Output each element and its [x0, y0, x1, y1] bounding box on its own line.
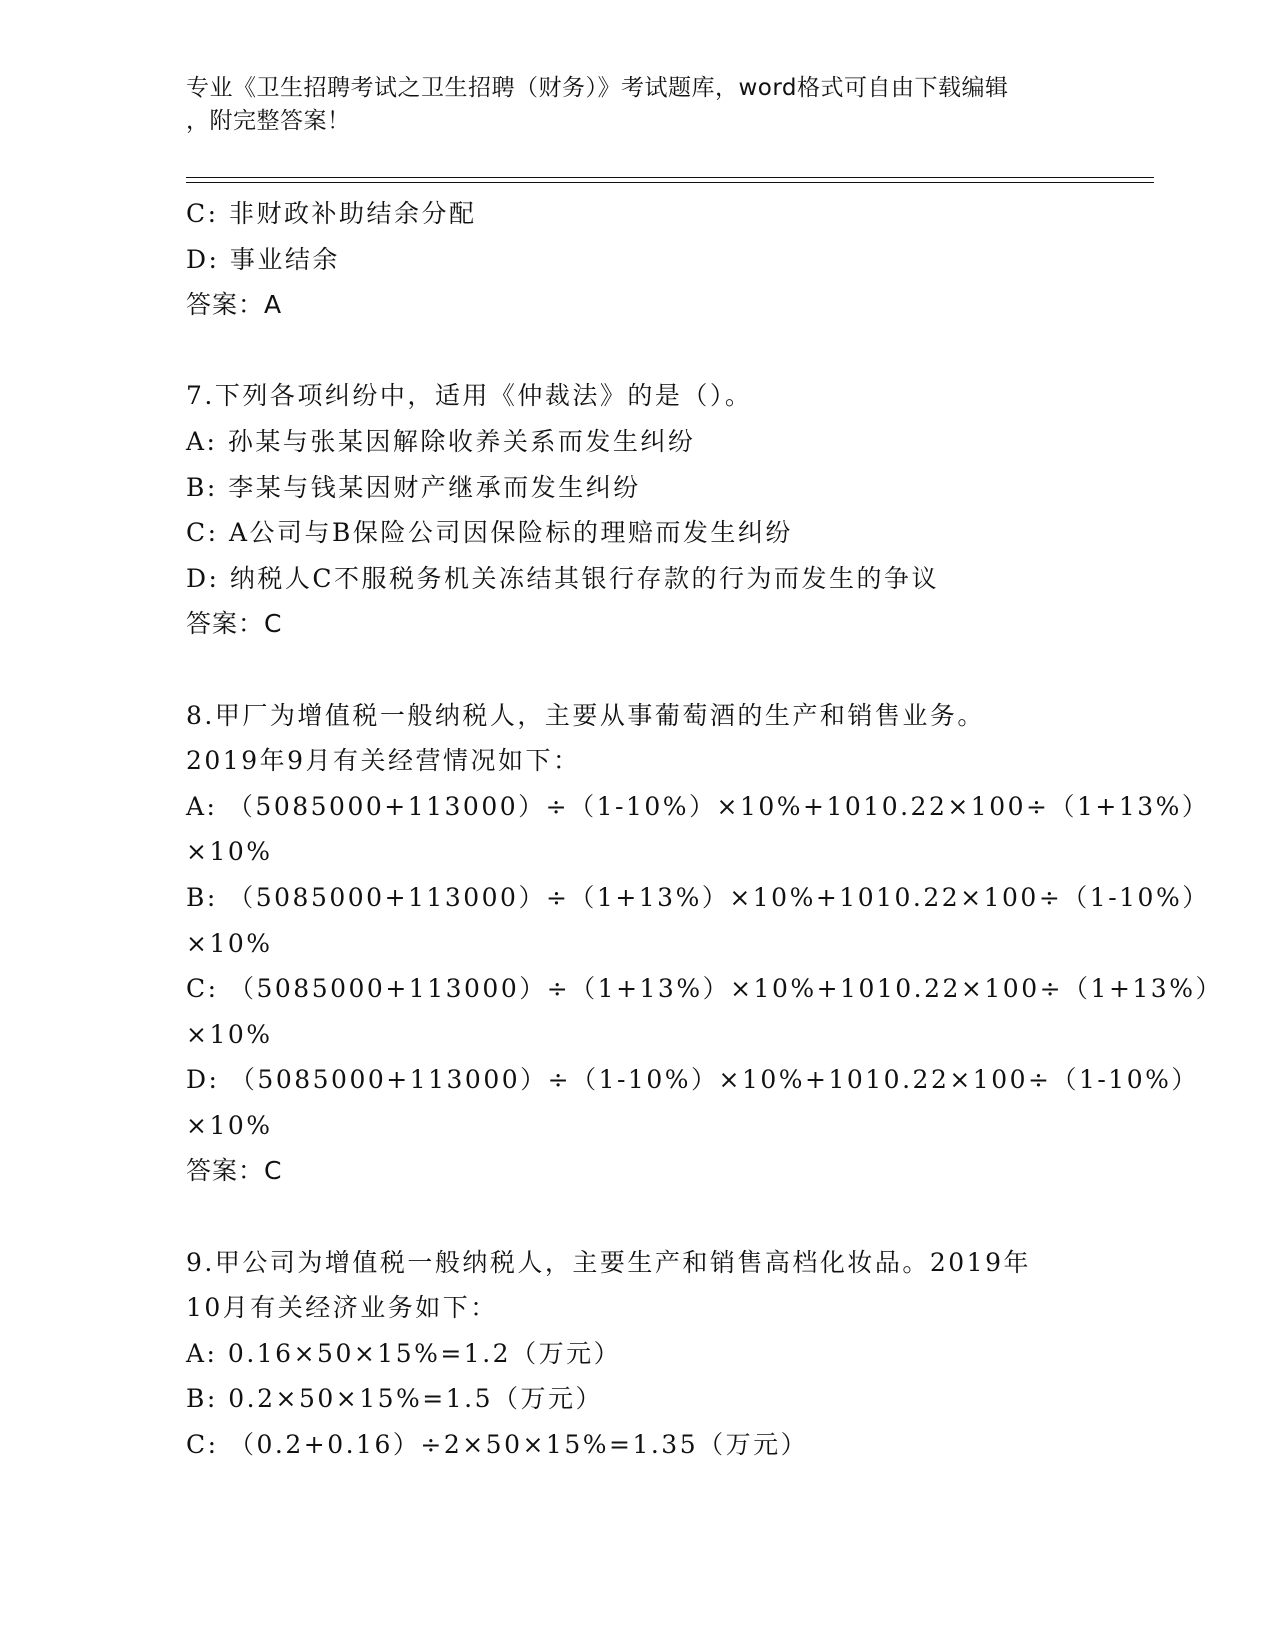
document-header	[186, 72, 1066, 138]
header-title-line-2: ，附完整答案！	[186, 108, 351, 134]
q8-question-line-2: 2019年9月有关经营情况如下：	[186, 746, 581, 776]
q8-option-a-line-2: ×10%	[186, 837, 273, 867]
q8-option-d-line-2: ×10%	[186, 1110, 273, 1140]
q6-option-d: D: 事业结余	[186, 244, 340, 274]
q9-question-line-2: 10月有关经济业务如下：	[186, 1293, 498, 1323]
q6-answer: 答案：A	[186, 290, 283, 320]
question-8	[186, 693, 1223, 1195]
spacer	[186, 647, 1086, 693]
q7-option-b: B: 李某与钱某因财产继承而发生纠纷	[186, 472, 641, 502]
q8-option-a-line-1: A: （5085000+113000）÷（1-10%）×10%+1010.22×100÷（1+13%）	[186, 791, 1210, 821]
q7-option-c: C: A公司与B保险公司因保险标的理赔而发生纠纷	[186, 518, 793, 548]
question-list	[186, 191, 1223, 1468]
q8-option-c-line-1: C: （5085000+113000）÷（1+13%）×10%+1010.22×100÷（1+13%）	[186, 974, 1223, 1004]
q9-option-a: A: 0.16×50×15%=1.2（万元）	[186, 1338, 622, 1368]
header-divider-top	[186, 177, 1154, 178]
q9-question-line-1: 9.甲公司为增值税一般纳税人，主要生产和销售高档化妆品。2019年	[186, 1247, 1031, 1277]
question-9	[186, 1240, 1086, 1468]
q7-option-d: D: 纳税人C不服税务机关冻结其银行存款的行为而发生的争议	[186, 563, 940, 593]
header-title-line-1: 专业《卫生招聘考试之卫生招聘（财务）》考试题库，word格式可自由下载编辑	[186, 75, 1009, 101]
q8-question-line-1: 8.甲厂为增值税一般纳税人，主要从事葡萄酒的生产和销售业务。	[186, 700, 985, 730]
q8-option-b-line-2: ×10%	[186, 928, 273, 958]
spacer	[186, 328, 1086, 374]
q7-option-a: A: 孙某与张某因解除收养关系而发生纠纷	[186, 426, 696, 456]
spacer	[186, 1194, 1086, 1240]
question-7	[186, 373, 1086, 647]
q6-option-c: C: 非财政补助结余分配	[186, 199, 477, 228]
q7-answer: 答案：C	[186, 609, 283, 639]
header-divider-bottom	[186, 182, 1154, 183]
q8-option-c-line-2: ×10%	[186, 1019, 273, 1049]
q9-option-c: C: （0.2+0.16）÷2×50×15%=1.35（万元）	[186, 1430, 809, 1460]
q7-question-text: 7.下列各项纠纷中，适用《仲裁法》的是（）。	[186, 381, 753, 411]
q8-answer: 答案：C	[186, 1156, 283, 1186]
question-6-tail	[186, 191, 1086, 328]
q9-option-b: B: 0.2×50×15%=1.5（万元）	[186, 1384, 603, 1414]
q8-option-d-line-1: D: （5085000+113000）÷（1-10%）×10%+1010.22×100÷（1-10%）	[186, 1065, 1199, 1095]
q8-option-b-line-1: B: （5085000+113000）÷（1+13%）×10%+1010.22×100÷（1-10%）	[186, 882, 1210, 912]
